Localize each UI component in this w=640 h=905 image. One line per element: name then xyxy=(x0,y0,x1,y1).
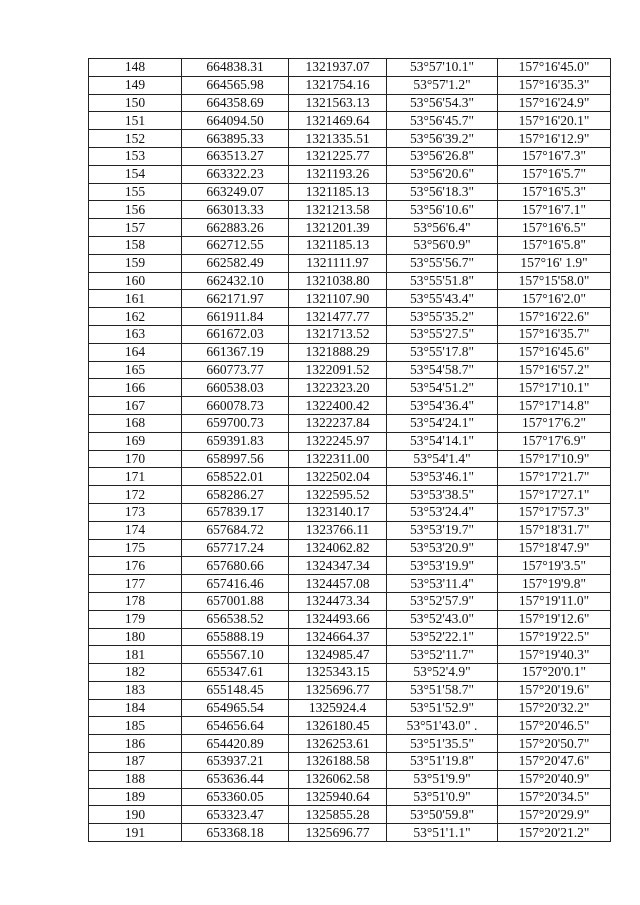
table-row xyxy=(89,717,611,735)
table-row xyxy=(89,397,611,415)
x-coordinate-cell: 657839.17 xyxy=(182,503,289,521)
x-coordinate-cell: 658522.01 xyxy=(182,468,289,486)
point-number-cell: 156 xyxy=(89,201,182,219)
latitude-cell: 53°56'45.7" xyxy=(387,112,498,130)
y-coordinate-cell: 1321469.64 xyxy=(289,112,387,130)
table-row xyxy=(89,539,611,557)
y-coordinate-cell: 1321937.07 xyxy=(289,59,387,77)
point-number-cell: 167 xyxy=(89,397,182,415)
longitude-cell: 157°16' 1.9" xyxy=(498,254,611,272)
longitude-cell: 157°20'47.6" xyxy=(498,753,611,771)
point-number-cell: 182 xyxy=(89,664,182,682)
latitude-cell: 53°52'57.9" xyxy=(387,592,498,610)
y-coordinate-cell: 1321213.58 xyxy=(289,201,387,219)
point-number-cell: 166 xyxy=(89,379,182,397)
latitude-cell: 53°56'18.3" xyxy=(387,183,498,201)
latitude-cell: 53°54'51.2" xyxy=(387,379,498,397)
longitude-cell: 157°16'22.6" xyxy=(498,308,611,326)
x-coordinate-cell: 662432.10 xyxy=(182,272,289,290)
y-coordinate-cell: 1321038.80 xyxy=(289,272,387,290)
y-coordinate-cell: 1321185.13 xyxy=(289,183,387,201)
longitude-cell: 157°16'7.3" xyxy=(498,147,611,165)
x-coordinate-cell: 653323.47 xyxy=(182,806,289,824)
table-row xyxy=(89,414,611,432)
latitude-cell: 53°51'9.9" xyxy=(387,770,498,788)
longitude-cell: 157°16'7.1" xyxy=(498,201,611,219)
point-number-cell: 180 xyxy=(89,628,182,646)
longitude-cell: 157°19'9.8" xyxy=(498,575,611,593)
point-number-cell: 184 xyxy=(89,699,182,717)
point-number-cell: 171 xyxy=(89,468,182,486)
y-coordinate-cell: 1322400.42 xyxy=(289,397,387,415)
table-row xyxy=(89,361,611,379)
longitude-cell: 157°17'6.2" xyxy=(498,414,611,432)
x-coordinate-cell: 655148.45 xyxy=(182,681,289,699)
latitude-cell: 53°51'52.9" xyxy=(387,699,498,717)
latitude-cell: 53°53'19.7" xyxy=(387,521,498,539)
x-coordinate-cell: 660538.03 xyxy=(182,379,289,397)
table-row xyxy=(89,557,611,575)
y-coordinate-cell: 1326188.58 xyxy=(289,753,387,771)
y-coordinate-cell: 1322502.04 xyxy=(289,468,387,486)
x-coordinate-cell: 654656.64 xyxy=(182,717,289,735)
latitude-cell: 53°53'11.4" xyxy=(387,575,498,593)
x-coordinate-cell: 653636.44 xyxy=(182,770,289,788)
x-coordinate-cell: 661672.03 xyxy=(182,325,289,343)
longitude-cell: 157°16'2.0" xyxy=(498,290,611,308)
x-coordinate-cell: 660078.73 xyxy=(182,397,289,415)
y-coordinate-cell: 1325924.4 xyxy=(289,699,387,717)
y-coordinate-cell: 1321713.52 xyxy=(289,325,387,343)
point-number-cell: 161 xyxy=(89,290,182,308)
longitude-cell: 157°20'21.2" xyxy=(498,824,611,842)
point-number-cell: 177 xyxy=(89,575,182,593)
longitude-cell: 157°16'35.3" xyxy=(498,76,611,94)
table-row xyxy=(89,290,611,308)
table-row xyxy=(89,503,611,521)
latitude-cell: 53°57'10.1" xyxy=(387,59,498,77)
longitude-cell: 157°16'45.6" xyxy=(498,343,611,361)
y-coordinate-cell: 1324473.34 xyxy=(289,592,387,610)
point-number-cell: 188 xyxy=(89,770,182,788)
x-coordinate-cell: 658286.27 xyxy=(182,486,289,504)
point-number-cell: 185 xyxy=(89,717,182,735)
table-row xyxy=(89,575,611,593)
point-number-cell: 165 xyxy=(89,361,182,379)
y-coordinate-cell: 1325696.77 xyxy=(289,681,387,699)
point-number-cell: 151 xyxy=(89,112,182,130)
table-row xyxy=(89,486,611,504)
table-row xyxy=(89,254,611,272)
point-number-cell: 181 xyxy=(89,646,182,664)
point-number-cell: 191 xyxy=(89,824,182,842)
point-number-cell: 169 xyxy=(89,432,182,450)
x-coordinate-cell: 664838.31 xyxy=(182,59,289,77)
point-number-cell: 175 xyxy=(89,539,182,557)
y-coordinate-cell: 1324664.37 xyxy=(289,628,387,646)
longitude-cell: 157°16'35.7" xyxy=(498,325,611,343)
x-coordinate-cell: 654965.54 xyxy=(182,699,289,717)
point-number-cell: 153 xyxy=(89,147,182,165)
x-coordinate-cell: 662712.55 xyxy=(182,236,289,254)
longitude-cell: 157°19'12.6" xyxy=(498,610,611,628)
x-coordinate-cell: 657001.88 xyxy=(182,592,289,610)
table-row xyxy=(89,646,611,664)
table-row xyxy=(89,308,611,326)
longitude-cell: 157°17'27.1" xyxy=(498,486,611,504)
latitude-cell: 53°52'22.1" xyxy=(387,628,498,646)
longitude-cell: 157°16'5.7" xyxy=(498,165,611,183)
y-coordinate-cell: 1322091.52 xyxy=(289,361,387,379)
latitude-cell: 53°53'46.1" xyxy=(387,468,498,486)
x-coordinate-cell: 653360.05 xyxy=(182,788,289,806)
point-number-cell: 176 xyxy=(89,557,182,575)
y-coordinate-cell: 1322237.84 xyxy=(289,414,387,432)
table-row xyxy=(89,788,611,806)
longitude-cell: 157°18'31.7" xyxy=(498,521,611,539)
x-coordinate-cell: 663513.27 xyxy=(182,147,289,165)
point-number-cell: 187 xyxy=(89,753,182,771)
longitude-cell: 157°16'12.9" xyxy=(498,130,611,148)
table-row xyxy=(89,450,611,468)
x-coordinate-cell: 653937.21 xyxy=(182,753,289,771)
table-row xyxy=(89,59,611,77)
longitude-cell: 157°20'0.1" xyxy=(498,664,611,682)
latitude-cell: 53°51'35.5" xyxy=(387,735,498,753)
latitude-cell: 53°51'58.7" xyxy=(387,681,498,699)
table-row xyxy=(89,219,611,237)
y-coordinate-cell: 1321107.90 xyxy=(289,290,387,308)
y-coordinate-cell: 1321193.26 xyxy=(289,165,387,183)
latitude-cell: 53°54'14.1" xyxy=(387,432,498,450)
y-coordinate-cell: 1324062.82 xyxy=(289,539,387,557)
point-number-cell: 158 xyxy=(89,236,182,254)
x-coordinate-cell: 656538.52 xyxy=(182,610,289,628)
y-coordinate-cell: 1321888.29 xyxy=(289,343,387,361)
latitude-cell: 53°54'1.4" xyxy=(387,450,498,468)
table-row xyxy=(89,699,611,717)
longitude-cell: 157°20'50.7" xyxy=(498,735,611,753)
y-coordinate-cell: 1321225.77 xyxy=(289,147,387,165)
latitude-cell: 53°53'19.9" xyxy=(387,557,498,575)
table-row xyxy=(89,468,611,486)
coordinates-table xyxy=(88,58,611,842)
x-coordinate-cell: 660773.77 xyxy=(182,361,289,379)
y-coordinate-cell: 1325696.77 xyxy=(289,824,387,842)
point-number-cell: 160 xyxy=(89,272,182,290)
y-coordinate-cell: 1321563.13 xyxy=(289,94,387,112)
x-coordinate-cell: 663895.33 xyxy=(182,130,289,148)
point-number-cell: 170 xyxy=(89,450,182,468)
latitude-cell: 53°52'43.0" xyxy=(387,610,498,628)
point-number-cell: 152 xyxy=(89,130,182,148)
y-coordinate-cell: 1326253.61 xyxy=(289,735,387,753)
table-row xyxy=(89,343,611,361)
y-coordinate-cell: 1322245.97 xyxy=(289,432,387,450)
point-number-cell: 172 xyxy=(89,486,182,504)
point-number-cell: 174 xyxy=(89,521,182,539)
y-coordinate-cell: 1322323.20 xyxy=(289,379,387,397)
table-row xyxy=(89,236,611,254)
y-coordinate-cell: 1321185.13 xyxy=(289,236,387,254)
point-number-cell: 157 xyxy=(89,219,182,237)
longitude-cell: 157°16'20.1" xyxy=(498,112,611,130)
longitude-cell: 157°16'5.8" xyxy=(498,236,611,254)
y-coordinate-cell: 1321754.16 xyxy=(289,76,387,94)
latitude-cell: 53°55'51.8" xyxy=(387,272,498,290)
latitude-cell: 53°51'19.8" xyxy=(387,753,498,771)
longitude-cell: 157°17'10.1" xyxy=(498,379,611,397)
y-coordinate-cell: 1321477.77 xyxy=(289,308,387,326)
latitude-cell: 53°57'1.2" xyxy=(387,76,498,94)
point-number-cell: 173 xyxy=(89,503,182,521)
longitude-cell: 157°17'21.7" xyxy=(498,468,611,486)
latitude-cell: 53°55'27.5" xyxy=(387,325,498,343)
latitude-cell: 53°52'4.9" xyxy=(387,664,498,682)
x-coordinate-cell: 664094.50 xyxy=(182,112,289,130)
latitude-cell: 53°56'39.2" xyxy=(387,130,498,148)
table-row xyxy=(89,681,611,699)
longitude-cell: 157°19'3.5" xyxy=(498,557,611,575)
latitude-cell: 53°52'11.7" xyxy=(387,646,498,664)
longitude-cell: 157°18'47.9" xyxy=(498,539,611,557)
latitude-cell: 53°51'1.1" xyxy=(387,824,498,842)
x-coordinate-cell: 658997.56 xyxy=(182,450,289,468)
table-row xyxy=(89,325,611,343)
y-coordinate-cell: 1325940.64 xyxy=(289,788,387,806)
latitude-cell: 53°51'0.9" xyxy=(387,788,498,806)
latitude-cell: 53°55'43.4" xyxy=(387,290,498,308)
longitude-cell: 157°16'57.2" xyxy=(498,361,611,379)
longitude-cell: 157°15'58.0" xyxy=(498,272,611,290)
table-row xyxy=(89,806,611,824)
latitude-cell: 53°53'20.9" xyxy=(387,539,498,557)
point-number-cell: 164 xyxy=(89,343,182,361)
table-row xyxy=(89,753,611,771)
latitude-cell: 53°54'58.7" xyxy=(387,361,498,379)
table-row xyxy=(89,432,611,450)
x-coordinate-cell: 655888.19 xyxy=(182,628,289,646)
longitude-cell: 157°20'29.9" xyxy=(498,806,611,824)
table-row xyxy=(89,735,611,753)
table-row xyxy=(89,76,611,94)
x-coordinate-cell: 662582.49 xyxy=(182,254,289,272)
longitude-cell: 157°17'6.9" xyxy=(498,432,611,450)
latitude-cell: 53°56'54.3" xyxy=(387,94,498,112)
point-number-cell: 150 xyxy=(89,94,182,112)
point-number-cell: 163 xyxy=(89,325,182,343)
point-number-cell: 190 xyxy=(89,806,182,824)
point-number-cell: 148 xyxy=(89,59,182,77)
table-row xyxy=(89,165,611,183)
x-coordinate-cell: 663249.07 xyxy=(182,183,289,201)
latitude-cell: 53°53'24.4" xyxy=(387,503,498,521)
table-row xyxy=(89,112,611,130)
latitude-cell: 53°56'10.6" xyxy=(387,201,498,219)
table-row xyxy=(89,610,611,628)
x-coordinate-cell: 654420.89 xyxy=(182,735,289,753)
longitude-cell: 157°16'24.9" xyxy=(498,94,611,112)
y-coordinate-cell: 1324347.34 xyxy=(289,557,387,575)
x-coordinate-cell: 661911.84 xyxy=(182,308,289,326)
x-coordinate-cell: 657717.24 xyxy=(182,539,289,557)
latitude-cell: 53°56'0.9" xyxy=(387,236,498,254)
x-coordinate-cell: 659391.83 xyxy=(182,432,289,450)
longitude-cell: 157°17'14.8" xyxy=(498,397,611,415)
y-coordinate-cell: 1325855.28 xyxy=(289,806,387,824)
latitude-cell: 53°51'43.0" . xyxy=(387,717,498,735)
y-coordinate-cell: 1324985.47 xyxy=(289,646,387,664)
table-row xyxy=(89,824,611,842)
longitude-cell: 157°20'46.5" xyxy=(498,717,611,735)
longitude-cell: 157°16'5.3" xyxy=(498,183,611,201)
point-number-cell: 149 xyxy=(89,76,182,94)
y-coordinate-cell: 1323140.17 xyxy=(289,503,387,521)
x-coordinate-cell: 657416.46 xyxy=(182,575,289,593)
point-number-cell: 186 xyxy=(89,735,182,753)
table-row xyxy=(89,183,611,201)
latitude-cell: 53°56'26.8" xyxy=(387,147,498,165)
x-coordinate-cell: 662883.26 xyxy=(182,219,289,237)
x-coordinate-cell: 662171.97 xyxy=(182,290,289,308)
x-coordinate-cell: 655347.61 xyxy=(182,664,289,682)
point-number-cell: 178 xyxy=(89,592,182,610)
coordinates-table-body xyxy=(89,59,611,842)
y-coordinate-cell: 1326062.58 xyxy=(289,770,387,788)
longitude-cell: 157°19'11.0" xyxy=(498,592,611,610)
longitude-cell: 157°20'32.2" xyxy=(498,699,611,717)
x-coordinate-cell: 663322.23 xyxy=(182,165,289,183)
table-row xyxy=(89,272,611,290)
table-row xyxy=(89,147,611,165)
longitude-cell: 157°16'45.0" xyxy=(498,59,611,77)
y-coordinate-cell: 1321335.51 xyxy=(289,130,387,148)
x-coordinate-cell: 657684.72 xyxy=(182,521,289,539)
longitude-cell: 157°19'40.3" xyxy=(498,646,611,664)
latitude-cell: 53°54'24.1" xyxy=(387,414,498,432)
latitude-cell: 53°54'36.4" xyxy=(387,397,498,415)
table-row xyxy=(89,94,611,112)
latitude-cell: 53°53'38.5" xyxy=(387,486,498,504)
latitude-cell: 53°56'6.4" xyxy=(387,219,498,237)
point-number-cell: 183 xyxy=(89,681,182,699)
longitude-cell: 157°19'22.5" xyxy=(498,628,611,646)
y-coordinate-cell: 1321201.39 xyxy=(289,219,387,237)
latitude-cell: 53°55'56.7" xyxy=(387,254,498,272)
y-coordinate-cell: 1326180.45 xyxy=(289,717,387,735)
point-number-cell: 179 xyxy=(89,610,182,628)
table-row xyxy=(89,521,611,539)
point-number-cell: 154 xyxy=(89,165,182,183)
longitude-cell: 157°20'40.9" xyxy=(498,770,611,788)
latitude-cell: 53°56'20.6" xyxy=(387,165,498,183)
y-coordinate-cell: 1325343.15 xyxy=(289,664,387,682)
table-row xyxy=(89,770,611,788)
latitude-cell: 53°55'17.8" xyxy=(387,343,498,361)
latitude-cell: 53°55'35.2" xyxy=(387,308,498,326)
x-coordinate-cell: 657680.66 xyxy=(182,557,289,575)
x-coordinate-cell: 664358.69 xyxy=(182,94,289,112)
x-coordinate-cell: 663013.33 xyxy=(182,201,289,219)
table-row xyxy=(89,592,611,610)
point-number-cell: 162 xyxy=(89,308,182,326)
y-coordinate-cell: 1322595.52 xyxy=(289,486,387,504)
longitude-cell: 157°20'19.6" xyxy=(498,681,611,699)
table-row xyxy=(89,379,611,397)
longitude-cell: 157°16'6.5" xyxy=(498,219,611,237)
y-coordinate-cell: 1323766.11 xyxy=(289,521,387,539)
table-row xyxy=(89,201,611,219)
point-number-cell: 168 xyxy=(89,414,182,432)
longitude-cell: 157°17'10.9" xyxy=(498,450,611,468)
y-coordinate-cell: 1324493.66 xyxy=(289,610,387,628)
point-number-cell: 159 xyxy=(89,254,182,272)
longitude-cell: 157°17'57.3" xyxy=(498,503,611,521)
x-coordinate-cell: 659700.73 xyxy=(182,414,289,432)
x-coordinate-cell: 661367.19 xyxy=(182,343,289,361)
y-coordinate-cell: 1324457.08 xyxy=(289,575,387,593)
point-number-cell: 189 xyxy=(89,788,182,806)
table-row xyxy=(89,664,611,682)
x-coordinate-cell: 653368.18 xyxy=(182,824,289,842)
table-row xyxy=(89,130,611,148)
y-coordinate-cell: 1321111.97 xyxy=(289,254,387,272)
x-coordinate-cell: 664565.98 xyxy=(182,76,289,94)
point-number-cell: 155 xyxy=(89,183,182,201)
table-row xyxy=(89,628,611,646)
y-coordinate-cell: 1322311.00 xyxy=(289,450,387,468)
x-coordinate-cell: 655567.10 xyxy=(182,646,289,664)
longitude-cell: 157°20'34.5" xyxy=(498,788,611,806)
latitude-cell: 53°50'59.8" xyxy=(387,806,498,824)
